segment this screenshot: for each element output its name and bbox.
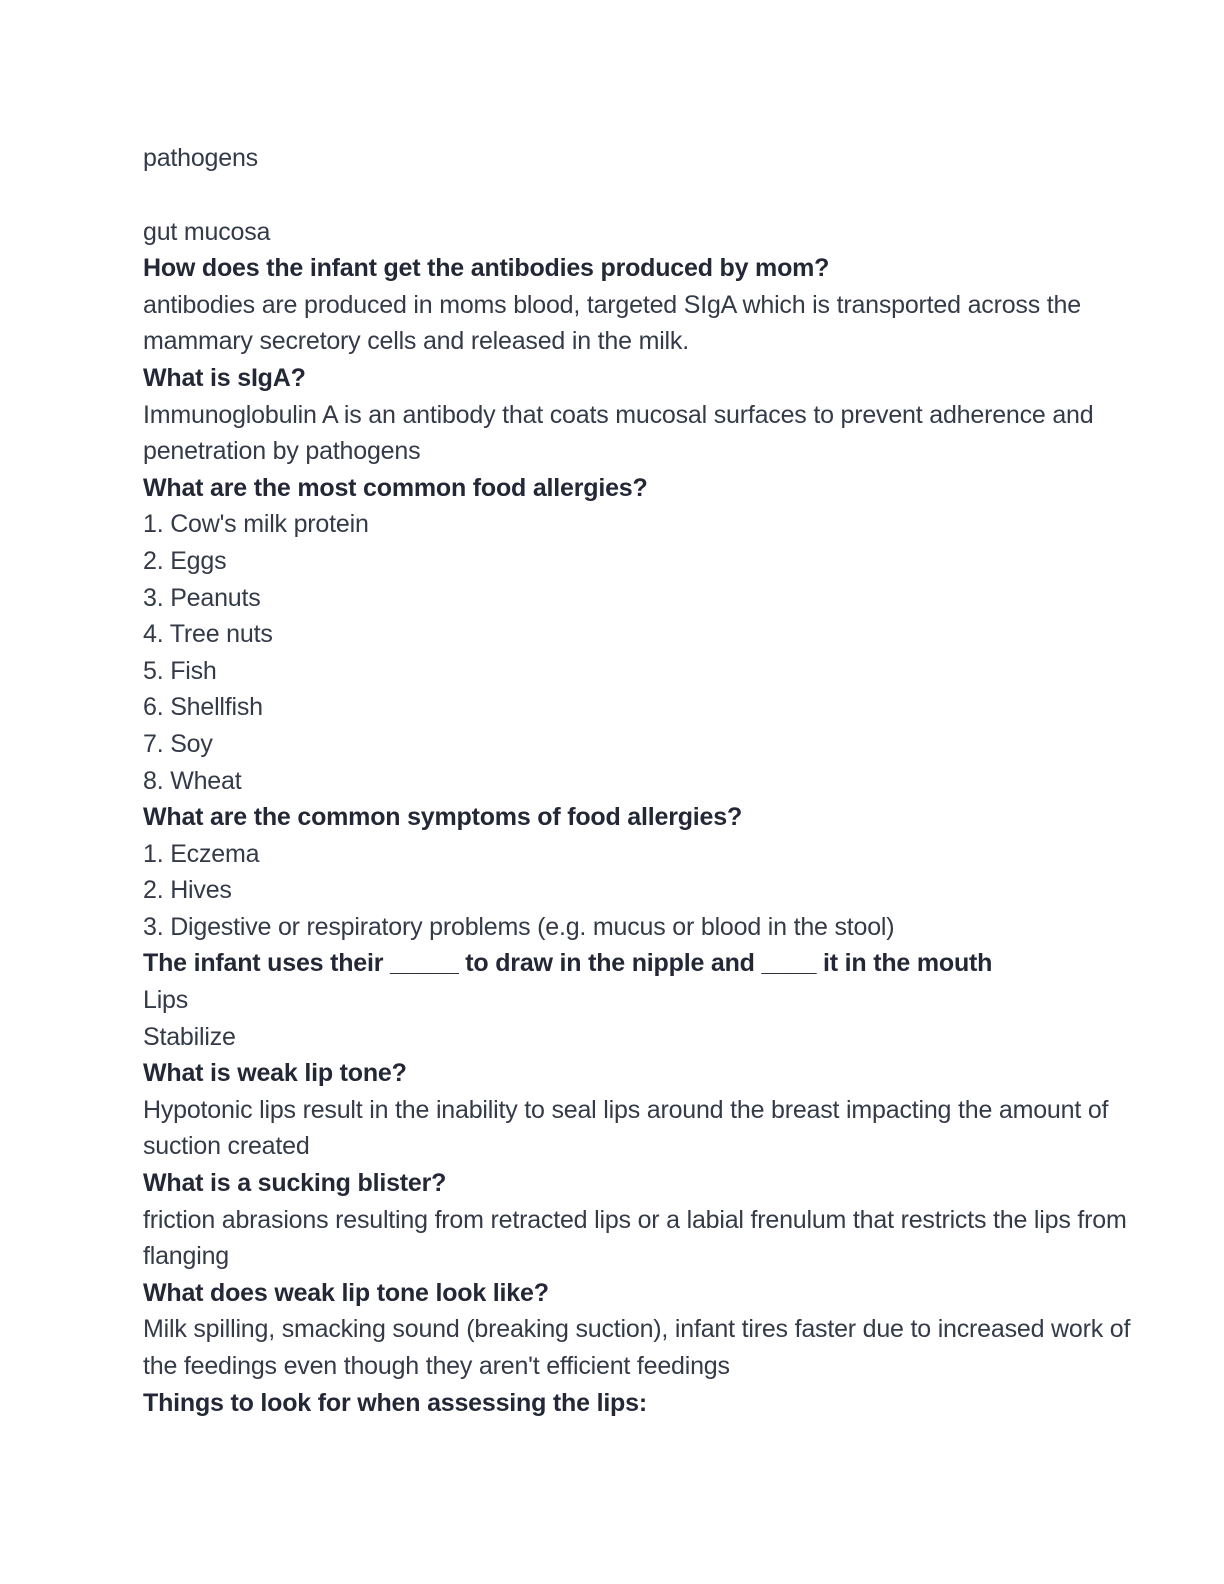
- answer-text: Hypotonic lips result in the inability to seal lips around the breast impacting the amount of: [143, 1095, 1109, 1124]
- answer-text: flanging: [143, 1242, 229, 1271]
- answer-text: Lips: [143, 986, 189, 1015]
- question-heading: What does weak lip tone look like?: [143, 1278, 549, 1307]
- answer-text: the feedings even though they aren't efficient feedings: [143, 1352, 730, 1380]
- question-heading: How does the infant get the antibodies produced by mom?: [143, 254, 830, 283]
- question-heading: What is weak lip tone?: [143, 1059, 407, 1088]
- answer-text: 3. Peanuts: [143, 583, 261, 612]
- answer-text: gut mucosa: [143, 217, 271, 246]
- answer-text: 1. Cow's milk protein: [143, 510, 369, 539]
- answer-text: suction created: [143, 1132, 310, 1161]
- question-heading: What is sIgA?: [143, 363, 306, 392]
- question-heading: Things to look for when assessing the lips:: [143, 1388, 647, 1417]
- answer-text: friction abrasions resulting from retracted lips or a labial frenulum that restricts the lips from: [143, 1205, 1127, 1234]
- answer-text: antibodies are produced in moms blood, targeted SIgA which is transported across the: [143, 290, 1081, 319]
- answer-text: penetration by pathogens: [143, 437, 421, 466]
- document-page: [143, 140, 1131, 1421]
- answer-text: 8. Wheat: [143, 766, 242, 795]
- question-heading: What are the most common food allergies?: [143, 473, 648, 502]
- answer-text: 4. Tree nuts: [143, 620, 273, 649]
- question-heading: The infant uses their _____ to draw in the nipple and ____ it in the mouth: [143, 949, 993, 978]
- answer-text: 1. Eczema: [143, 839, 260, 868]
- answer-text: Stabilize: [143, 1022, 236, 1051]
- spacer: [143, 177, 1083, 214]
- answer-text: 2. Eggs: [143, 546, 227, 575]
- answer-text: 5. Fish: [143, 656, 217, 685]
- answer-text: 6. Shellfish: [143, 693, 263, 722]
- answer-text: Milk spilling, smacking sound (breaking suction), infant tires faster due to increased work of: [143, 1315, 1131, 1344]
- question-heading: What is a sucking blister?: [143, 1169, 447, 1198]
- answer-text: 7. Soy: [143, 729, 213, 758]
- question-heading: What are the common symptoms of food allergies?: [143, 803, 743, 832]
- answer-text: Immunoglobulin A is an antibody that coats mucosal surfaces to prevent adherence and: [143, 400, 1094, 429]
- answer-text: 2. Hives: [143, 876, 232, 905]
- answer-text: 3. Digestive or respiratory problems (e.g. mucus or blood in the stool): [143, 912, 895, 941]
- answer-text: pathogens: [143, 144, 258, 172]
- answer-text: mammary secretory cells and released in the milk.: [143, 327, 689, 356]
